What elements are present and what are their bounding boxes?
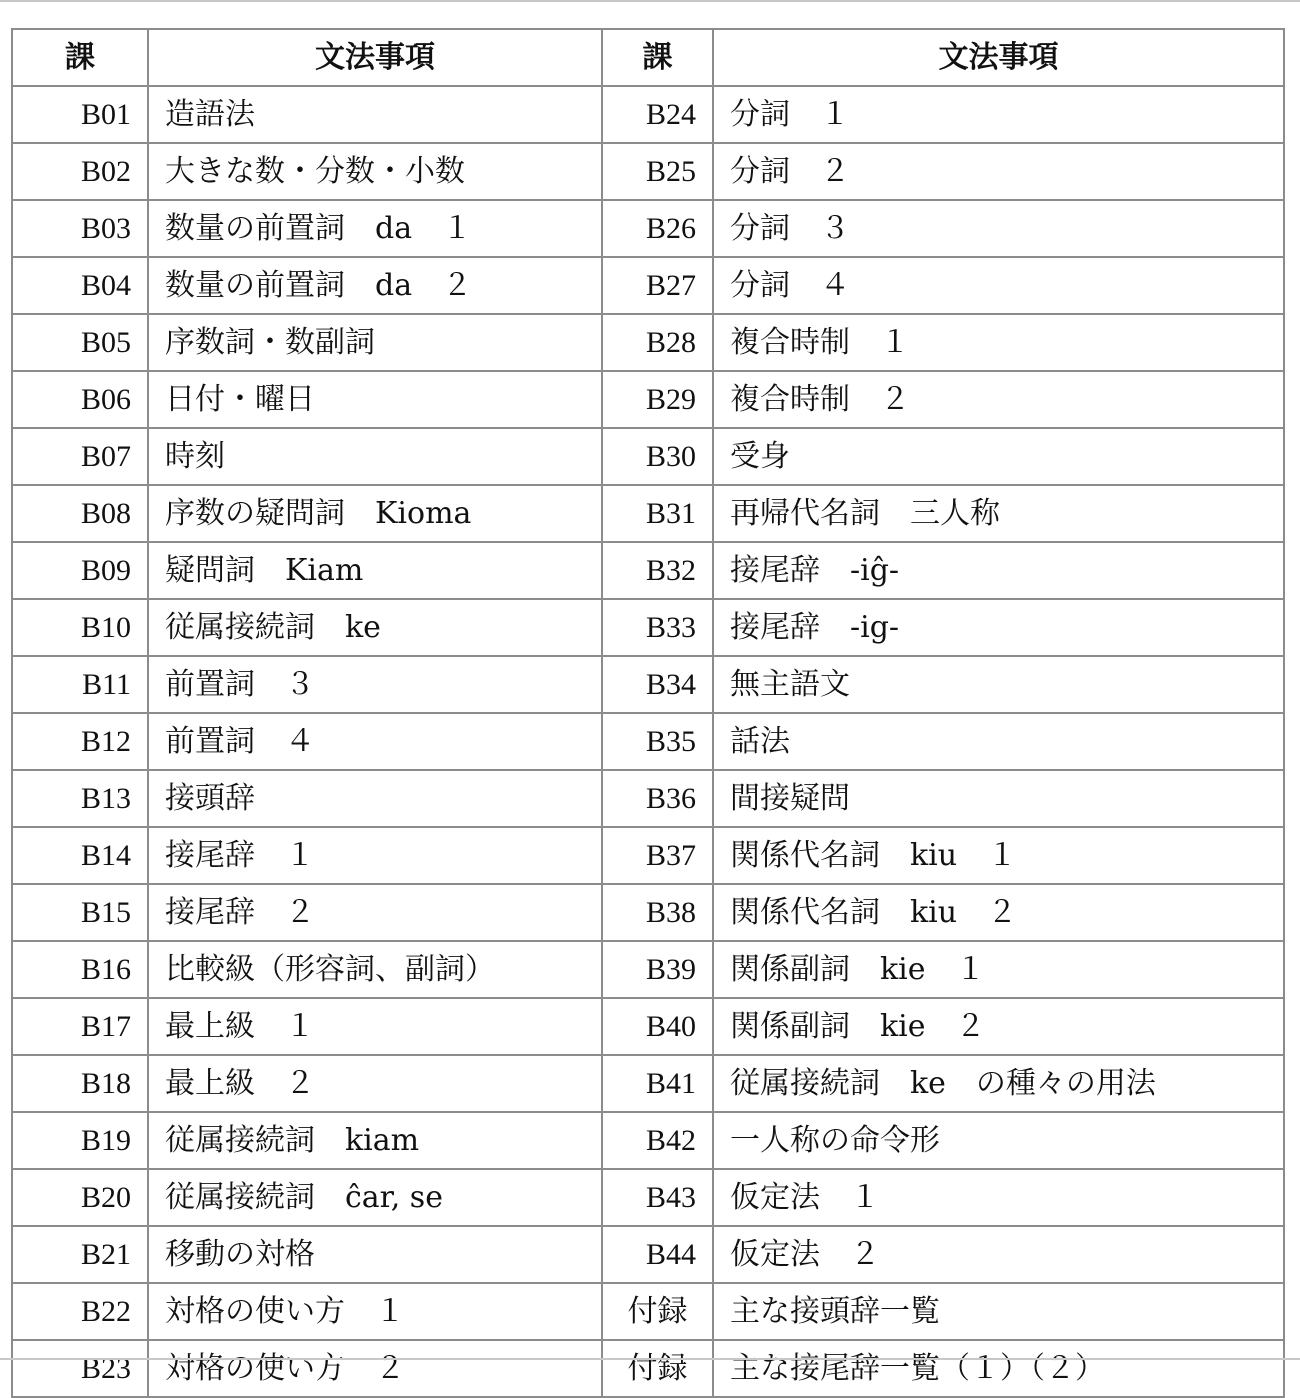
grammar-item-left: 時刻 bbox=[148, 428, 602, 485]
table-row bbox=[12, 1112, 1284, 1169]
grammar-item-left: 疑問詞 Kiam bbox=[148, 542, 602, 599]
lesson-code-right: B24 bbox=[602, 86, 713, 143]
lesson-code-left: B04 bbox=[12, 257, 148, 314]
lesson-code-left: B18 bbox=[12, 1055, 148, 1112]
lesson-code-left: B05 bbox=[12, 314, 148, 371]
table-row bbox=[12, 599, 1284, 656]
grammar-item-right: 関係代名詞 kiu １ bbox=[713, 827, 1284, 884]
lesson-code-left: B01 bbox=[12, 86, 148, 143]
lesson-code-left: B20 bbox=[12, 1169, 148, 1226]
lesson-code-left: B12 bbox=[12, 713, 148, 770]
lesson-code-right: B35 bbox=[602, 713, 713, 770]
lesson-code-left: B16 bbox=[12, 941, 148, 998]
grammar-item-left: 接頭辞 bbox=[148, 770, 602, 827]
lesson-code-left: B21 bbox=[12, 1226, 148, 1283]
bottom-divider bbox=[0, 1358, 1300, 1360]
lesson-code-right: B31 bbox=[602, 485, 713, 542]
table-row bbox=[12, 86, 1284, 143]
table-row bbox=[12, 542, 1284, 599]
table-row bbox=[12, 1169, 1284, 1226]
table-row bbox=[12, 428, 1284, 485]
grammar-item-right: 仮定法 １ bbox=[713, 1169, 1284, 1226]
grammar-item-right: 従属接続詞 ke の種々の用法 bbox=[713, 1055, 1284, 1112]
lesson-code-left: B07 bbox=[12, 428, 148, 485]
header-lesson-right: 課 bbox=[602, 29, 713, 86]
grammar-item-left: 最上級 １ bbox=[148, 998, 602, 1055]
lesson-code-left: B17 bbox=[12, 998, 148, 1055]
grammar-item-right: 接尾辞 -ig- bbox=[713, 599, 1284, 656]
table-row bbox=[12, 827, 1284, 884]
grammar-item-left: 数量の前置詞 da １ bbox=[148, 200, 602, 257]
grammar-item-right: 分詞 ３ bbox=[713, 200, 1284, 257]
lesson-code-right: B32 bbox=[602, 542, 713, 599]
lesson-code-left: B06 bbox=[12, 371, 148, 428]
grammar-item-right: 接尾辞 -iĝ- bbox=[713, 542, 1284, 599]
lesson-code-right: B33 bbox=[602, 599, 713, 656]
grammar-item-right: 分詞 １ bbox=[713, 86, 1284, 143]
table-row bbox=[12, 143, 1284, 200]
grammar-item-left: 従属接続詞 ke bbox=[148, 599, 602, 656]
grammar-item-left: 序数の疑問詞 Kioma bbox=[148, 485, 602, 542]
lesson-code-right: B40 bbox=[602, 998, 713, 1055]
table-row bbox=[12, 941, 1284, 998]
lesson-code-right: B42 bbox=[602, 1112, 713, 1169]
table-row bbox=[12, 656, 1284, 713]
lesson-code-right: B34 bbox=[602, 656, 713, 713]
table-body bbox=[12, 86, 1284, 1397]
lesson-code-left: B02 bbox=[12, 143, 148, 200]
grammar-item-right: 受身 bbox=[713, 428, 1284, 485]
grammar-item-right: 分詞 ４ bbox=[713, 257, 1284, 314]
header-grammar-right: 文法事項 bbox=[713, 29, 1284, 86]
top-divider bbox=[0, 0, 1300, 2]
grammar-item-left: 大きな数・分数・小数 bbox=[148, 143, 602, 200]
table-row bbox=[12, 770, 1284, 827]
lesson-code-left: B22 bbox=[12, 1283, 148, 1340]
lesson-code-left: B15 bbox=[12, 884, 148, 941]
lesson-code-right: B27 bbox=[602, 257, 713, 314]
lesson-code-right: 付録 bbox=[602, 1283, 713, 1340]
lesson-code-right: B39 bbox=[602, 941, 713, 998]
table-row bbox=[12, 713, 1284, 770]
grammar-item-left: 接尾辞 ２ bbox=[148, 884, 602, 941]
table-row bbox=[12, 371, 1284, 428]
lesson-code-right: B38 bbox=[602, 884, 713, 941]
grammar-item-right: 複合時制 ２ bbox=[713, 371, 1284, 428]
lesson-code-right: B41 bbox=[602, 1055, 713, 1112]
grammar-item-left: 従属接続詞 kiam bbox=[148, 1112, 602, 1169]
table-row bbox=[12, 1055, 1284, 1112]
grammar-item-right: 無主語文 bbox=[713, 656, 1284, 713]
lesson-code-right: B26 bbox=[602, 200, 713, 257]
lesson-code-left: B14 bbox=[12, 827, 148, 884]
table-row bbox=[12, 1283, 1284, 1340]
table-row bbox=[12, 314, 1284, 371]
grammar-item-left: 対格の使い方 ２ bbox=[148, 1340, 602, 1397]
grammar-item-right: 一人称の命令形 bbox=[713, 1112, 1284, 1169]
grammar-item-left: 対格の使い方 １ bbox=[148, 1283, 602, 1340]
grammar-item-left: 接尾辞 １ bbox=[148, 827, 602, 884]
lesson-code-right: B43 bbox=[602, 1169, 713, 1226]
grammar-item-left: 前置詞 ４ bbox=[148, 713, 602, 770]
grammar-item-right: 間接疑問 bbox=[713, 770, 1284, 827]
table-row bbox=[12, 1340, 1284, 1397]
table-header bbox=[12, 29, 1284, 86]
grammar-item-right: 関係副詞 kie ２ bbox=[713, 998, 1284, 1055]
header-lesson-left: 課 bbox=[12, 29, 148, 86]
grammar-item-left: 比較級（形容詞、副詞） bbox=[148, 941, 602, 998]
grammar-item-left: 前置詞 ３ bbox=[148, 656, 602, 713]
header-row bbox=[12, 29, 1284, 86]
lesson-code-left: B10 bbox=[12, 599, 148, 656]
table-row bbox=[12, 998, 1284, 1055]
lesson-code-right: B28 bbox=[602, 314, 713, 371]
lesson-code-left: B13 bbox=[12, 770, 148, 827]
lesson-code-right: B36 bbox=[602, 770, 713, 827]
grammar-item-left: 序数詞・数副詞 bbox=[148, 314, 602, 371]
lesson-code-left: B08 bbox=[12, 485, 148, 542]
grammar-item-right: 分詞 ２ bbox=[713, 143, 1284, 200]
lesson-code-right: B30 bbox=[602, 428, 713, 485]
grammar-table bbox=[11, 28, 1285, 1398]
lesson-code-right: B25 bbox=[602, 143, 713, 200]
lesson-code-left: B11 bbox=[12, 656, 148, 713]
grammar-item-right: 話法 bbox=[713, 713, 1284, 770]
grammar-item-left: 数量の前置詞 da ２ bbox=[148, 257, 602, 314]
lesson-code-right: B37 bbox=[602, 827, 713, 884]
lesson-code-right: 付録 bbox=[602, 1340, 713, 1397]
grammar-item-left: 従属接続詞 ĉar, se bbox=[148, 1169, 602, 1226]
grammar-item-right: 仮定法 ２ bbox=[713, 1226, 1284, 1283]
lesson-code-left: B23 bbox=[12, 1340, 148, 1397]
table-row bbox=[12, 200, 1284, 257]
grammar-item-right: 関係副詞 kie １ bbox=[713, 941, 1284, 998]
table-row bbox=[12, 884, 1284, 941]
table-row bbox=[12, 257, 1284, 314]
grammar-item-right: 主な接尾辞一覧（１）（２） bbox=[713, 1340, 1284, 1397]
lesson-code-right: B44 bbox=[602, 1226, 713, 1283]
header-grammar-left: 文法事項 bbox=[148, 29, 602, 86]
grammar-item-left: 最上級 ２ bbox=[148, 1055, 602, 1112]
lesson-code-left: B03 bbox=[12, 200, 148, 257]
grammar-item-left: 移動の対格 bbox=[148, 1226, 602, 1283]
grammar-item-left: 造語法 bbox=[148, 86, 602, 143]
lesson-code-left: B09 bbox=[12, 542, 148, 599]
grammar-item-right: 再帰代名詞 三人称 bbox=[713, 485, 1284, 542]
table-row bbox=[12, 485, 1284, 542]
grammar-item-right: 主な接頭辞一覧 bbox=[713, 1283, 1284, 1340]
grammar-item-right: 関係代名詞 kiu ２ bbox=[713, 884, 1284, 941]
grammar-item-right: 複合時制 １ bbox=[713, 314, 1284, 371]
lesson-code-left: B19 bbox=[12, 1112, 148, 1169]
lesson-code-right: B29 bbox=[602, 371, 713, 428]
grammar-item-left: 日付・曜日 bbox=[148, 371, 602, 428]
table-row bbox=[12, 1226, 1284, 1283]
